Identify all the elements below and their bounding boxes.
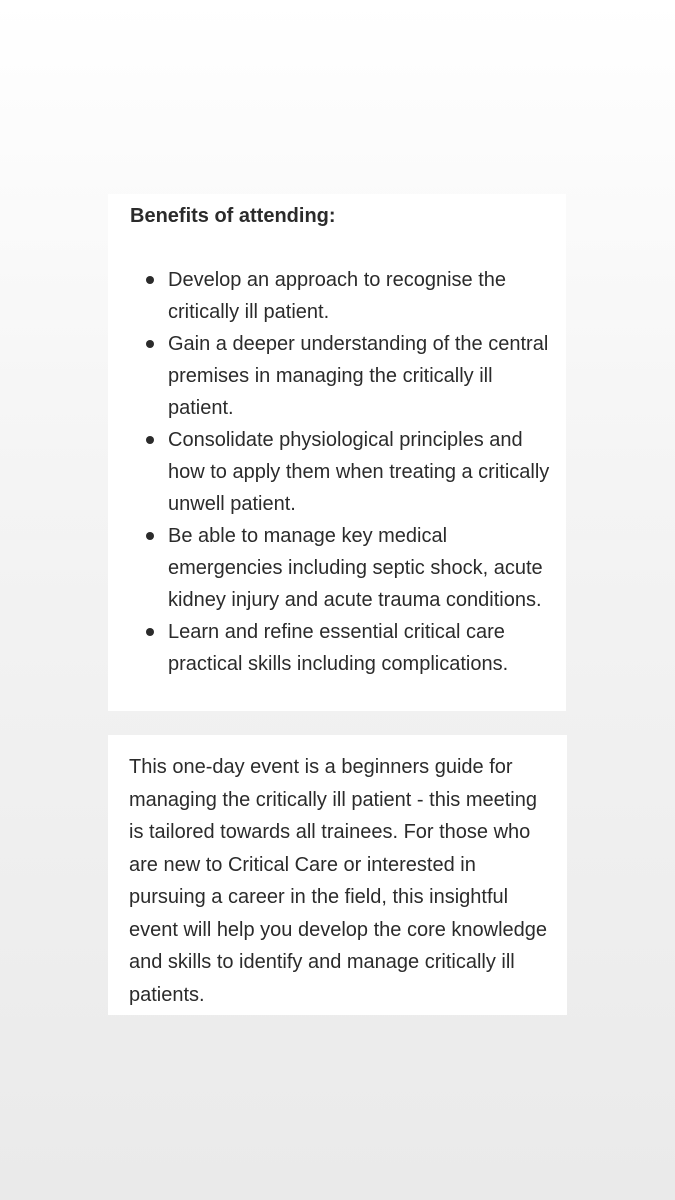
benefits-card [108,194,566,711]
intro-card [108,735,567,1015]
list-item [168,520,552,616]
benefit-text: Consolidate physiological principles and how to apply them when treating a critically unwell patient. [168,429,550,515]
bullet-icon [146,532,154,540]
bullet-icon [146,340,154,348]
benefit-text: Gain a deeper understanding of the central premises in managing the critically ill patient. [168,333,549,419]
bullet-icon [146,276,154,284]
benefits-list [130,264,552,680]
list-item [168,264,552,328]
benefit-text: Be able to manage key medical emergencies including septic shock, acute kidney injury and acute trauma conditions. [168,525,543,611]
benefit-text: Develop an approach to recognise the critically ill patient. [168,269,507,323]
bullet-icon [146,436,154,444]
intro-paragraph: This one-day event is a beginners guide for managing the critically ill patient - this meeting is tailored towards all trainees. For those who are new to Critical Care or interested in pursuing a career in the field, this insightful event will help you develop the core knowledge and skills to identify and manage critically ill patients. [129,756,548,1006]
list-item [168,328,552,424]
list-item [168,424,552,520]
benefit-text: Learn and refine essential critical care practical skills including complications. [168,621,509,675]
benefits-heading: Benefits of attending: [130,205,336,227]
list-item [168,616,552,680]
bullet-icon [146,628,154,636]
